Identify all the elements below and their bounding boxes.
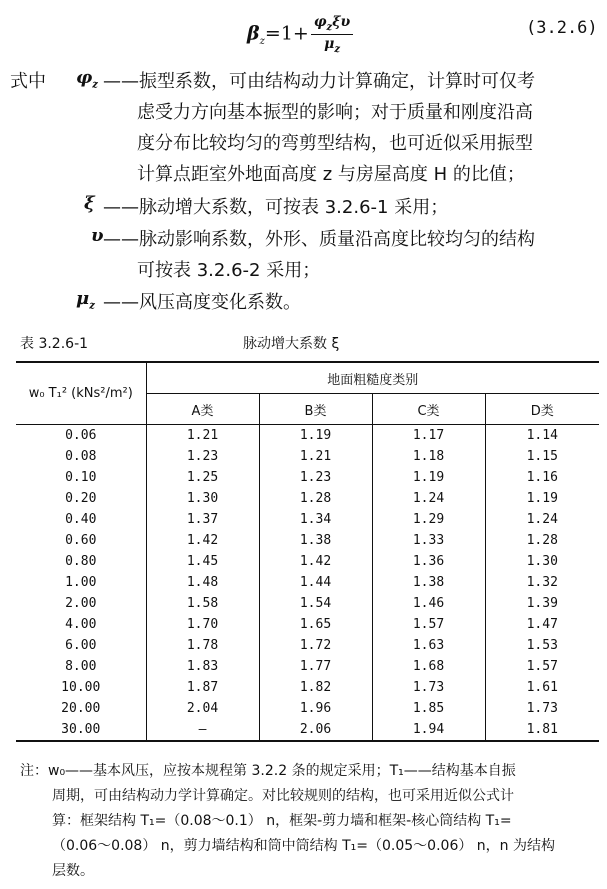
column-header-b: B类 (259, 394, 372, 425)
table-cell: 1.44 (259, 572, 372, 593)
row-label: 8.00 (65, 659, 97, 674)
definition-line: 可按表 3.2.6-2 采用； (137, 260, 321, 281)
row-label: 20.00 (61, 701, 101, 716)
formula-expression (247, 14, 353, 55)
group-header: 地面粗糙度类别 (146, 362, 599, 394)
table-cell: 2.06 (259, 719, 372, 741)
table-row (16, 509, 599, 530)
definition-line: 度分布比较均匀的弯剪型结构，也可近似采用振型 (137, 133, 533, 154)
table-cell: 1.83 (146, 656, 259, 677)
symbol-base: ξ (84, 193, 95, 214)
table-cell: 1.25 (146, 467, 259, 488)
table-cell: 1.24 (485, 509, 599, 530)
symbol-base: μ (76, 288, 90, 309)
formula-block (0, 0, 607, 62)
definitions-lead: 式中 (10, 71, 46, 92)
table-row (16, 698, 599, 719)
num-xi-upsilon: ξυ (332, 14, 351, 30)
table-cell: 1.24 (372, 488, 485, 509)
symbol-base: υ (91, 225, 104, 246)
definition-line: ——脉动增大系数，可按表 3.2.6-1 采用； (103, 197, 449, 218)
definition-line: 计算点距室外地面高度 z 与房屋高度 H 的比值； (137, 164, 525, 185)
table-cell: 1.57 (485, 656, 599, 677)
table-cell: 1.94 (372, 719, 485, 741)
table-cell: 1.32 (485, 572, 599, 593)
table-cell: 1.15 (485, 446, 599, 467)
row-label: 0.40 (65, 512, 97, 527)
definition-line: 虑受力方向基本振型的影响；对于质量和刚度沿高 (137, 102, 533, 123)
table-cell: 1.33 (372, 530, 485, 551)
table-cell: 1.65 (259, 614, 372, 635)
definition-line: ——脉动影响系数，外形、质量沿高度比较均匀的结构 (103, 229, 535, 250)
column-header-c: C类 (372, 394, 485, 425)
table-row (16, 656, 599, 677)
table-cell: 1.30 (485, 551, 599, 572)
den-mu: μ (324, 35, 335, 52)
table-row (16, 572, 599, 593)
table-cell: 1.47 (485, 614, 599, 635)
table-cell: 1.73 (372, 677, 485, 698)
formula-fraction (311, 14, 353, 55)
table-cell: — (146, 719, 259, 741)
note-line: 层数。 (52, 863, 94, 879)
table-cell: 1.78 (146, 635, 259, 656)
table-row (16, 488, 599, 509)
table-cell: 1.21 (259, 446, 372, 467)
symbol-sub: z (92, 79, 98, 91)
table-cell: 1.23 (259, 467, 372, 488)
row-label: 30.00 (61, 722, 101, 737)
table-cell: 1.38 (372, 572, 485, 593)
row-label: 0.20 (65, 491, 97, 506)
row-label: 0.60 (65, 533, 97, 548)
definition-line: ——振型系数，可由结构动力计算确定，计算时可仅考 (103, 71, 535, 92)
table-body (16, 425, 599, 742)
formula-denominator (311, 35, 353, 55)
table-cell: 1.37 (146, 509, 259, 530)
note-line: （0.06～0.08） n，剪力墙结构和筒中筒结构 T₁=（0.05～0.06） n，n 为结构 (52, 838, 556, 854)
table-cell: 1.53 (485, 635, 599, 656)
table-row (16, 614, 599, 635)
note-line: 算：框架结构 T₁=（0.08～0.1） n，框架-剪力墙和框架-核心筒结构 T₁= (52, 813, 512, 829)
symbol-base: φ (76, 67, 93, 88)
table-cell: 1.14 (485, 425, 599, 447)
table-row (16, 677, 599, 698)
table-row (16, 446, 599, 467)
table-cell: 1.18 (372, 446, 485, 467)
table-cell: 1.70 (146, 614, 259, 635)
table-cell: 1.16 (485, 467, 599, 488)
table-row (16, 719, 599, 741)
table-cell: 1.77 (259, 656, 372, 677)
table-cell: 1.73 (485, 698, 599, 719)
row-label: 1.00 (65, 575, 97, 590)
table-cell: 1.82 (259, 677, 372, 698)
table-row (16, 551, 599, 572)
table-cell: 1.23 (146, 446, 259, 467)
table-cell: 1.28 (259, 488, 372, 509)
row-label: 0.06 (65, 428, 97, 443)
column-header-a: A类 (146, 394, 259, 425)
row-label: 0.08 (65, 449, 97, 464)
table (16, 361, 599, 742)
table-cell: 1.28 (485, 530, 599, 551)
table-row (16, 530, 599, 551)
table-note (20, 759, 600, 884)
table-row (16, 425, 599, 447)
table-cell: 1.19 (372, 467, 485, 488)
table-cell: 1.85 (372, 698, 485, 719)
definition-symbol (76, 288, 95, 312)
table-cell: 1.29 (372, 509, 485, 530)
table-cell: 1.48 (146, 572, 259, 593)
formula-lhs-sub: z (259, 36, 265, 48)
num-phi-sub: z (326, 21, 333, 33)
table-cell: 1.72 (259, 635, 372, 656)
table-cell: 1.45 (146, 551, 259, 572)
table-cell: 1.36 (372, 551, 485, 572)
table-cell: 1.19 (485, 488, 599, 509)
table-cell: 1.39 (485, 593, 599, 614)
num-phi: φ (313, 14, 327, 30)
row-label: 10.00 (61, 680, 101, 695)
note-line: 注：w₀——基本风压，应按本规程第 3.2.2 条的规定采用；T₁——结构基本自振 (20, 763, 516, 779)
definition-line: ——风压高度变化系数。 (103, 292, 301, 313)
table-cell: 1.58 (146, 593, 259, 614)
table-cell: 1.96 (259, 698, 372, 719)
table-cell: 1.81 (485, 719, 599, 741)
table-cell: 1.17 (372, 425, 485, 447)
note-line: 周期，可由结构动力学计算确定。对比较规则的结构，也可采用近似公式计 (52, 788, 514, 804)
column-header-d: D类 (485, 394, 599, 425)
row-label: 0.10 (65, 470, 97, 485)
table-cell: 1.30 (146, 488, 259, 509)
table-cell: 1.61 (485, 677, 599, 698)
table-row (16, 635, 599, 656)
definition-symbol (91, 225, 104, 246)
table-cell: 1.87 (146, 677, 259, 698)
formula-lhs: β (247, 22, 260, 45)
row-label: 0.80 (65, 554, 97, 569)
row-label: 6.00 (65, 638, 97, 653)
table-cell: 2.04 (146, 698, 259, 719)
table-row (16, 467, 599, 488)
table-cell: 1.57 (372, 614, 485, 635)
table-row (16, 593, 599, 614)
row-label: 2.00 (65, 596, 97, 611)
table-cell: 1.19 (259, 425, 372, 447)
definition-symbol (76, 67, 98, 91)
table-cell: 1.42 (146, 530, 259, 551)
table-cell: 1.38 (259, 530, 372, 551)
table-cell: 1.21 (146, 425, 259, 447)
table-title: 脉动增大系数 ξ (243, 336, 340, 352)
table-number: 表 3.2.6-1 (20, 336, 89, 352)
table-cell: 1.68 (372, 656, 485, 677)
row-label: 4.00 (65, 617, 97, 632)
den-mu-sub: z (334, 43, 340, 55)
table-cell: 1.42 (259, 551, 372, 572)
table-cell: 1.54 (259, 593, 372, 614)
table-cell: 1.46 (372, 593, 485, 614)
formula-number: (3.2.6) (526, 18, 598, 38)
formula-numerator (311, 14, 353, 35)
definition-symbol (84, 193, 95, 214)
table-cell: 1.34 (259, 509, 372, 530)
row-header: w₀ T₁² (kNs²/m²) (16, 362, 146, 425)
formula-eq: =1+ (264, 22, 309, 45)
table-cell: 1.63 (372, 635, 485, 656)
symbol-sub: z (89, 300, 95, 312)
